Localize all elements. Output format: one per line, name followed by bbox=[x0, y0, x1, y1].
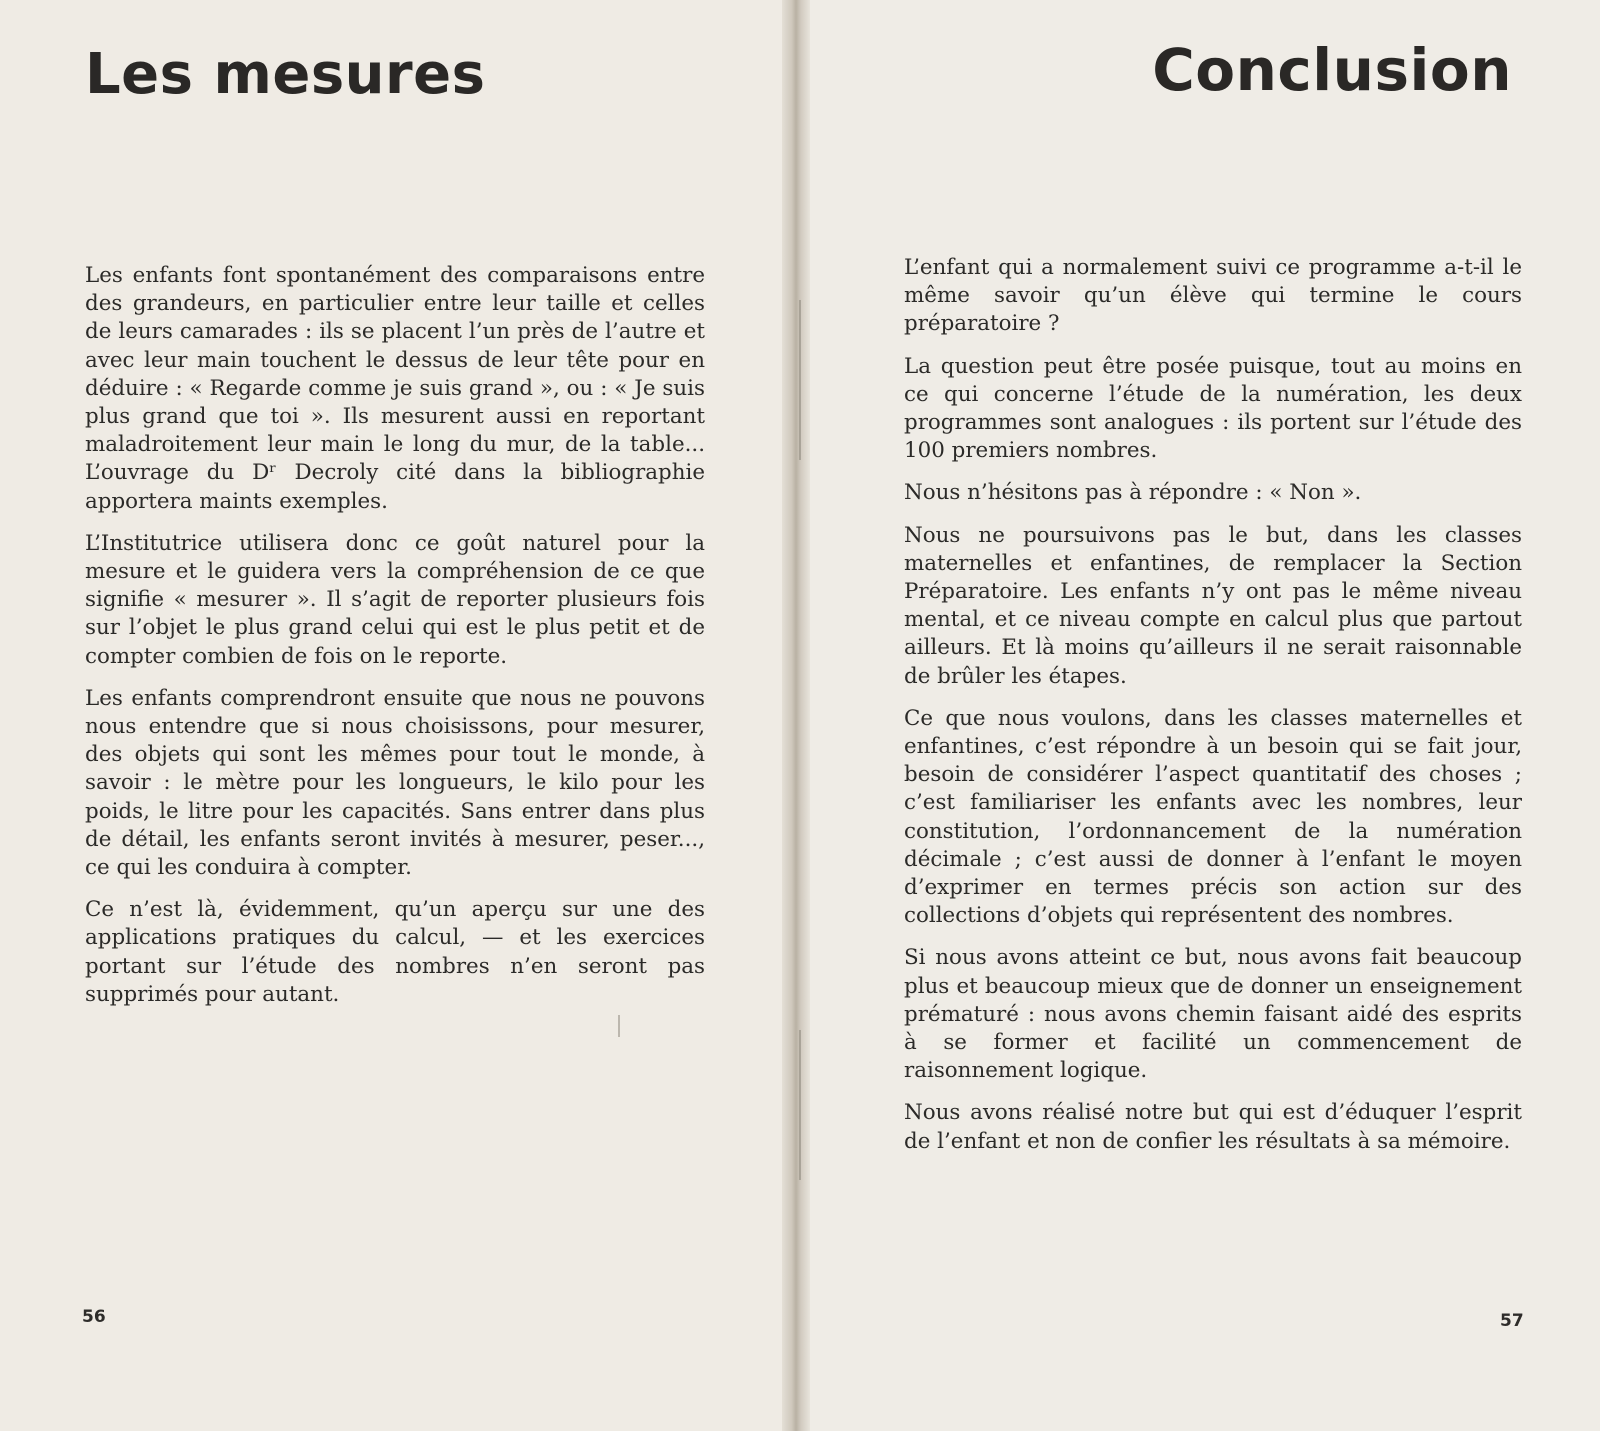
paragraph: Ce que nous voulons, dans les classes maternelles et enfantines, c’est répondre à un besoin qui se fait jour, besoin de considérer l’aspect quantitatif des choses ; c’est familiariser les enfants avec les nombres, leur constitution, l’ordonnancement de la numération décimale ; c’est aussi de donner à l’enfant le moyen d’exprimer en termes précis son action sur des collections d’objets qui représentent des nombres. bbox=[904, 705, 1522, 929]
paragraph: Ce n’est là, évidemment, qu’un aperçu sur une des applications pratiques du calcul, — et les exercices portant sur l’étude des nombres n’en seront pas supprimés pour autant. bbox=[85, 897, 705, 1007]
print-mark bbox=[618, 1015, 620, 1037]
paragraph: Nous avons réalisé notre but qui est d’éduquer l’esprit de l’enfant et non de confier les résultats à sa mémoire. bbox=[904, 1100, 1522, 1154]
paragraph: Nous n’hésitons pas à répondre : « Non ». bbox=[904, 480, 1362, 506]
paragraph: L’Institutrice utilisera donc ce goût naturel pour la mesure et le guidera vers la compréhension de ce que signifie « mesurer ». Il s’agit de reporter plusieurs fois sur l’objet le plus grand celui qui est le plus petit et de compter combien de fois on le reporte. bbox=[85, 530, 705, 669]
paragraph: La question peut être posée puisque, tout au moins en ce qui concerne l’étude de la numération, les deux programmes sont analogues : ils portent sur l’étude des 100 premiers nombres. bbox=[904, 353, 1522, 464]
left-page bbox=[0, 0, 792, 1431]
binding-thread bbox=[799, 1030, 801, 1180]
paragraph: Les enfants font spontanément des comparaisons entre des grandeurs, en particulier entre leur taille et celles de leurs camarades : ils se placent l’un près de l’autre et avec leur main touchent le dessus de leur tête pour en déduire : « Regarde comme je suis grand », ou : « Je suis plus grand que toi ». Ils mesurent aussi en reportant maladroitement leur main le long du mur, de la table... L’ouvrage du Dʳ Decroly cité dans la bibliographie apportera maints exemples. bbox=[85, 263, 705, 514]
page-heading-les-mesures: Les mesures bbox=[85, 42, 486, 107]
page-number-left: 56 bbox=[82, 1307, 106, 1327]
page-heading-conclusion: Conclusion bbox=[1152, 36, 1512, 104]
paragraph: Si nous avons atteint ce but, nous avons fait beaucoup plus et beaucoup mieux que de donner un enseignement prématuré : nous avons chemin faisant aidé des esprits à se former et facilité un commencement de raisonnement logique. bbox=[904, 945, 1522, 1084]
right-page-body bbox=[904, 254, 1522, 1156]
binding-thread bbox=[799, 300, 801, 460]
left-page-body bbox=[85, 262, 705, 1009]
paragraph: L’enfant qui a normalement suivi ce programme a-t-il le même savoir qu’un élève qui termine le cours préparatoire ? bbox=[904, 255, 1522, 337]
paragraph: Nous ne poursuivons pas le but, dans les classes maternelles et enfantines, de remplacer la Section Préparatoire. Les enfants n’y ont pas le même niveau mental, et ce niveau compte en calcul plus que partout ailleurs. Et là moins qu’ailleurs il ne serait raisonnable de brûler les étapes. bbox=[904, 522, 1522, 689]
book-gutter bbox=[782, 0, 810, 1431]
page-number-right: 57 bbox=[1500, 1311, 1524, 1331]
paragraph: Les enfants comprendront ensuite que nous ne pouvons nous entendre que si nous choisissons, pour mesurer, des objets qui sont les mêmes pour tout le monde, à savoir : le mètre pour les longueurs, le kilo pour les poids, le litre pour les capacités. Sans entrer dans plus de détail, les enfants seront invités à mesurer, peser..., ce qui les conduira à compter. bbox=[85, 685, 705, 881]
